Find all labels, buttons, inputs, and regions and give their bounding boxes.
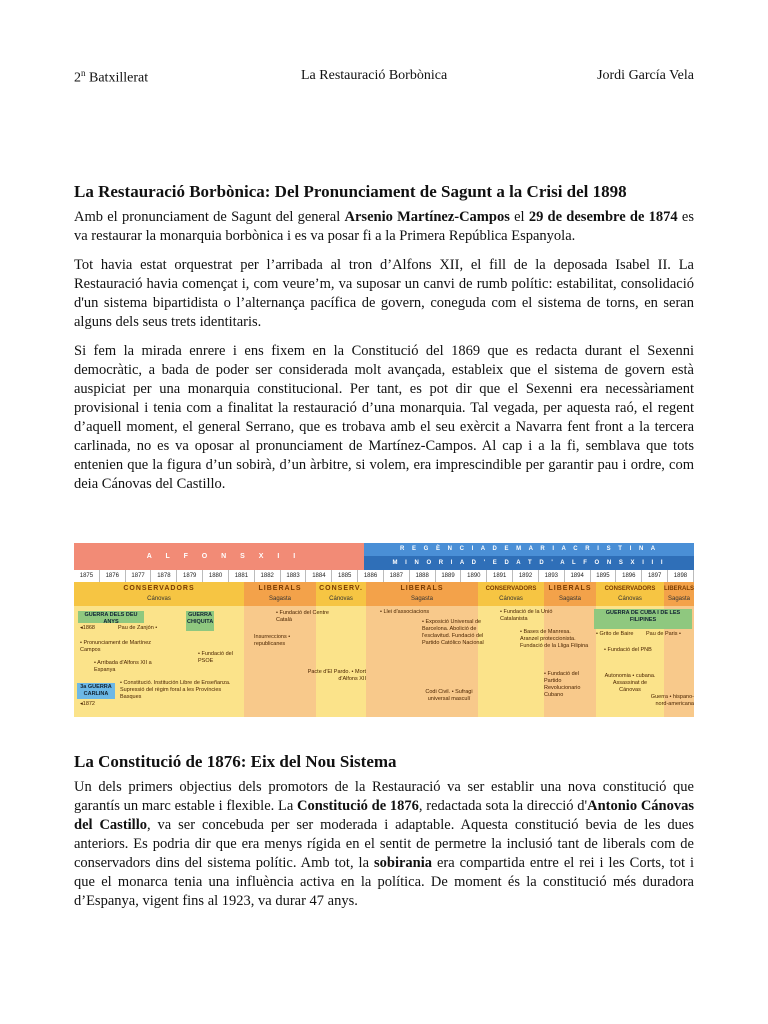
paragraph: Tot havia estat orquestrat per l’arribada al tron d’Alfons XII, el fill de la deposada Isabel II. La Restauració havia començat i, com veure’m, va suposar un canvi de rumb polític: estabilitat, consolidació d'un sistema bipartidista o l’alternança pacífica de govern, coneguda com el sistema de torns, en seran alguns dels seus trets identitaris.: [74, 257, 694, 330]
header-author: Jordi García Vela: [597, 68, 694, 83]
event: • Fundació del PNB: [604, 647, 652, 653]
year-label: 1881: [229, 570, 255, 582]
event: • Pronunciament de Martínez Campos: [80, 640, 152, 653]
header-topic: La Restauració Borbònica: [301, 68, 448, 83]
party-conservadors-4: CONSERVADORS Cánovas: [596, 582, 664, 606]
event: Pau de Paris •: [646, 631, 681, 637]
event: • Llei d'associacions: [380, 609, 430, 615]
event: • Fundació del Partido Revolucionario Cubano: [544, 671, 581, 698]
year-label: 1884: [306, 570, 332, 582]
year-label: 1875: [74, 570, 100, 582]
party-conservadors-1: CONSERVADORS Cánovas: [74, 582, 244, 606]
year-label: 1897: [642, 570, 668, 582]
year-label: 1880: [203, 570, 229, 582]
year-label: 1894: [565, 570, 591, 582]
restoration-timeline-figure: [74, 543, 694, 717]
band-alfons-xii: A L F O N S X I I: [84, 543, 364, 570]
party-liberals-2: LIBERALS Sagasta: [366, 582, 478, 606]
event: • Arribada d'Alfons XII a Espanya: [94, 660, 152, 673]
event: Autonomia • cubana. Assassinat de Cánovas: [604, 673, 656, 693]
paragraph: Si fem la mirada enrere i ens fixem en la Constitució del 1869 que es redacta durant el Sexenni democràtic, a bada de poder ser considerada molt avançada, estableix que el sistema de govern està auspiciat per una monarquia constitucional. Per tant, es pot dir que el Sexenni era necessàriament provisional i tenia com a finalitat la restauració d’una monarquia. Tal vegada, per aquesta raó, el regent d’aquell moment, el general Serrano, que es trobava amb el seu exèrcit a Navarra fent front a la tercera carlinada, no es va oposar al pronunciament de Martínez-Campos. Al cap i a la fi, semblava que tots entenien que la figura d’un sobirà, d’un àrbitre, si volem, era imprescindible per garantir pau i ordre, com deia Cánovas del Castillo.: [74, 343, 694, 492]
party-conservadors-3: CONSERVADORS Cánovas: [478, 582, 544, 606]
event: • Exposició Universal de Barcelona. Abolició de l'esclavitud. Fundació del Partido Católico Nacional: [422, 619, 484, 646]
year-label: 1886: [358, 570, 384, 582]
band-regencia: R E G È N C I A D E M A R I A C R I S T I N A: [364, 543, 694, 556]
paragraph: Un dels primers objectius dels promotors de la Restauració va ser establir una nova constitució que garantís un marc estable i flexible. La Constitució de 1876, redactada sota la direcció d'Antonio Cánovas del Castillo, va ser concebuda per ser moderada i adaptable. Aquesta constitució bevia de les dues anteriors. Es podria dir que era menys rígida en el sentit de permetre la inclusió tant de liberals com de conservadors dins del sistema polític. Amb tot, la sobirania era compartida entre el rei i les Corts, tot i que el monarca tenia una influència activa en la política. De moment és la constitució més duradora d’Espanya, vigent fins al 1923, va durar 47 anys.: [74, 779, 694, 909]
header-course: 2$^n$ Batxillerat: [74, 68, 149, 86]
section-title: La Constitució de 1876: Eix del Nou Sistema: [74, 752, 397, 771]
event: • Constitució. Institución Libre de Enseñanza. Supressió del règim foral a les Províncies Basques: [120, 680, 231, 700]
event: • Fundació de la Unió Catalanista: [500, 609, 553, 622]
year-label: 1892: [513, 570, 539, 582]
year-label: 1896: [616, 570, 642, 582]
year-label: 1898: [668, 570, 694, 582]
year-label: 1879: [177, 570, 203, 582]
event: Insurreccions • republicanes: [254, 634, 291, 647]
event: • Bases de Manresa. Aranzel proteccionista. Fundació de la Lliga Filipina: [520, 629, 589, 649]
year-label: 1891: [487, 570, 513, 582]
year-label: 1890: [461, 570, 487, 582]
paragraph: Amb el pronunciament de Sagunt del general Arsenio Martínez-Campos el 29 de desembre de 1874 es va restaurar la monarquia borbònica i es va posar fi a la Primera República Espanyola.: [74, 209, 694, 244]
event-box: 3a GUERRA CARLINA: [77, 683, 115, 699]
year-label: 1882: [255, 570, 281, 582]
event: Guerra • hispano-nord-americana: [650, 694, 694, 707]
year-label: 1895: [591, 570, 617, 582]
year-row: [74, 570, 694, 582]
year-label: 1885: [332, 570, 358, 582]
event: • Grito de Baire: [596, 631, 634, 637]
event-box: GUERRA DE CUBA I DE LES FILIPINES: [594, 609, 692, 629]
event: ◂1868: [80, 625, 95, 631]
event: ◂1872: [80, 701, 95, 707]
event-box: GUERRA DELS DEU ANYS: [78, 611, 144, 623]
year-label: 1877: [126, 570, 152, 582]
year-label: 1883: [281, 570, 307, 582]
party-conservadors-2: CONSERV. Cánovas: [316, 582, 366, 606]
year-label: 1887: [384, 570, 410, 582]
party-liberals-3: LIBERALS Sagasta: [544, 582, 596, 606]
band-minoria: M I N O R I A D ' E D A T D ' A L F O N S X I I I: [364, 556, 694, 570]
year-label: 1878: [151, 570, 177, 582]
event-box: GUERRA CHIQUITA: [186, 611, 214, 631]
year-label: 1889: [436, 570, 462, 582]
party-liberals-1: LIBERALS Sagasta: [244, 582, 316, 606]
year-label: 1893: [539, 570, 565, 582]
event: • Fundació del Centre Català: [276, 610, 329, 623]
section-title: La Restauració Borbònica: Del Pronunciament de Sagunt a la Crisi del 1898: [74, 182, 627, 201]
page-header: [74, 68, 694, 88]
event: Pacte d'El Pardo. • Mort d'Alfons XII: [307, 669, 366, 682]
year-label: 1876: [100, 570, 126, 582]
event: Pau de Zanjón •: [118, 625, 158, 631]
event: Codi Civil. • Sufragi universal masculí: [425, 689, 473, 702]
year-label: 1888: [410, 570, 436, 582]
party-liberals-4: LIBERALS Sagasta: [664, 582, 694, 606]
event: • Fundació del PSOE: [198, 651, 233, 664]
